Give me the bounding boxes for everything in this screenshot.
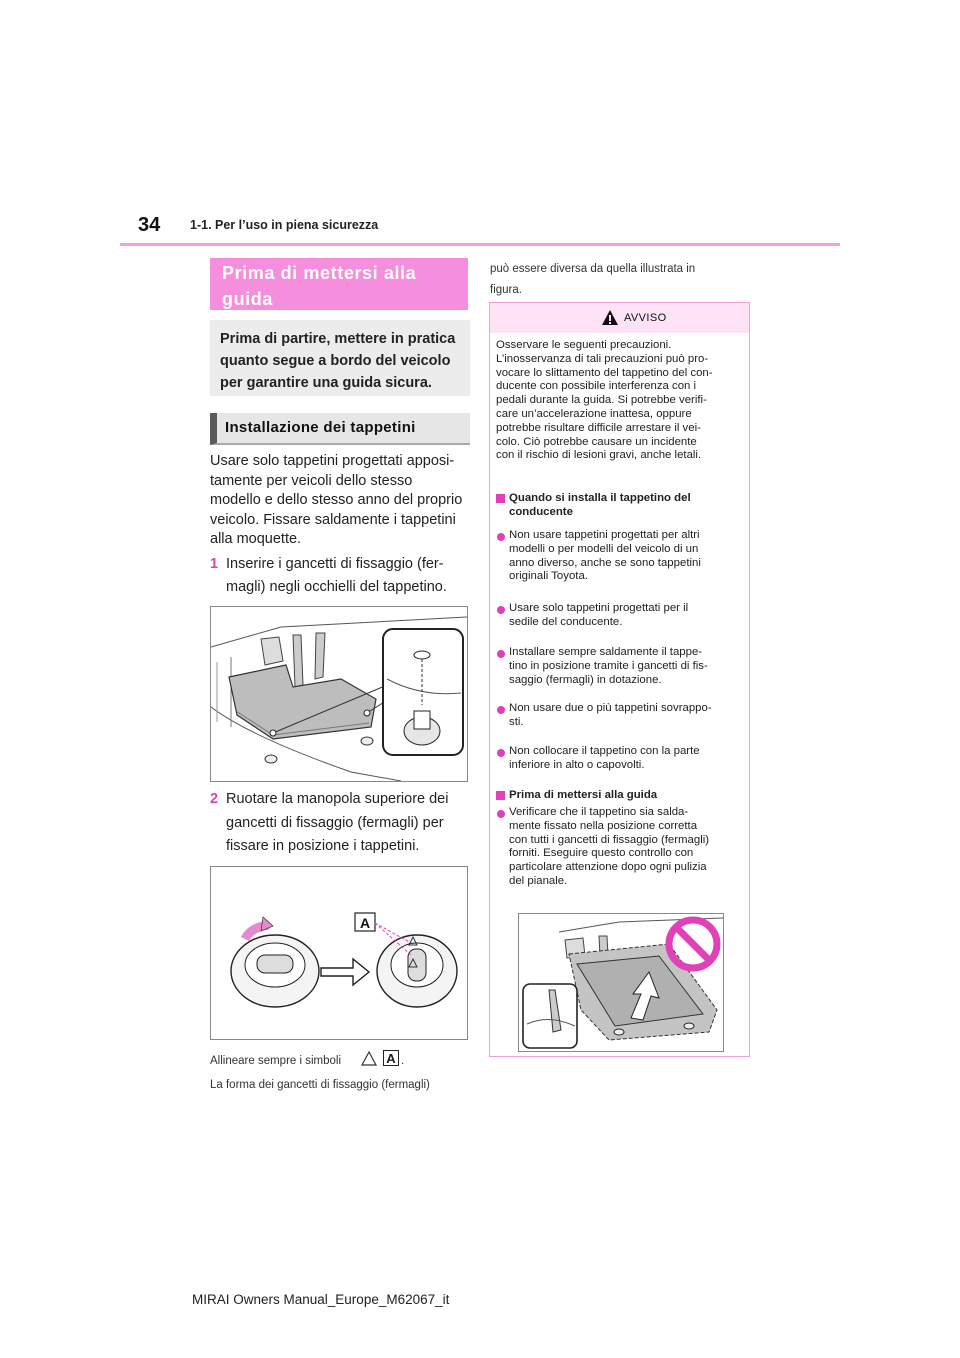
warning-section-2-title: Prima di mettersi alla guida: [509, 789, 658, 801]
bullet-line: forniti. Eseguire questo controllo con: [509, 847, 694, 860]
bullet-line: tino in posizione tramite i gancetti di fis-: [509, 659, 708, 672]
figure-incorrect-mat: [518, 913, 724, 1052]
warning-bullet: [509, 745, 745, 773]
footer-doc-id: MIRAI Owners Manual_Europe_M62067_it: [192, 1292, 450, 1307]
step-1-line: magli) negli occhielli del tappetino.: [226, 579, 447, 595]
figure-clip-rotation: [210, 866, 468, 1040]
prohibition-icon: [669, 920, 717, 968]
bullet-icon: [497, 650, 505, 658]
warning-intro-line: ducente con possibile interferenza con i: [496, 380, 697, 393]
warning-triangle-icon: [601, 309, 619, 326]
bullet-line: sti.: [509, 715, 524, 728]
page-number: 34: [138, 214, 161, 236]
continuation-line: può essere diversa da quella illustrata in: [490, 263, 696, 275]
figure-mat-installation: [210, 606, 468, 782]
section-1-title-line: conducente: [509, 505, 573, 518]
bullet-icon: [497, 606, 505, 614]
bullet-line: Installare sempre saldamente il tappe-: [509, 646, 703, 658]
caption-align: [210, 1055, 341, 1067]
warning-box: [489, 302, 750, 1057]
warning-intro-line: L’inosservanza di tali precauzioni può pro-: [496, 352, 709, 365]
step-1: [210, 553, 472, 599]
bullet-icon: [497, 706, 505, 714]
bullet-line: particolare attenzione dopo ogni pulizia: [509, 861, 707, 874]
incorrect-mat-illustration: [519, 914, 723, 1051]
main-heading-line-1: Prima di mettersi alla: [222, 263, 417, 283]
intro-line: per garantire una guida sicura.: [220, 375, 432, 391]
caption-shape: La forma dei gancetti di fissaggio (fermagli): [210, 1079, 430, 1091]
warning-bullet: [509, 646, 745, 687]
paragraph-line: tamente per veicoli dello stesso: [210, 472, 413, 489]
paragraph-line: veicolo. Fissare saldamente i tappetini: [210, 511, 456, 528]
bullet-line: Usare solo tappetini progettati per il: [509, 602, 689, 614]
warning-intro-line: pedali durante la guida. Si potrebbe verifi-: [496, 394, 707, 407]
bullet-line: anno diverso, anche se sono tappetini: [509, 556, 701, 569]
paragraph-line: Usare solo tappetini progettati apposi-: [210, 453, 455, 469]
section-reference: 1-1. Per l’uso in piena sicurezza: [190, 218, 379, 232]
bullet-line: Non usare due o più tappetini sovrappo-: [509, 702, 712, 714]
warning-intro-line: care un’accelerazione inattesa, oppure: [496, 407, 692, 420]
caption-period: .: [401, 1055, 405, 1067]
warning-bullet: [509, 529, 745, 584]
intro-line: Prima di partire, mettere in pratica: [220, 331, 456, 347]
step-2-number: 2: [210, 791, 219, 807]
bullet-line: Non usare tappetini progettati per altri: [509, 529, 700, 541]
section-square-icon: [496, 791, 505, 800]
clip-rotation-illustration: [211, 867, 467, 1039]
step-2-line: Ruotare la manopola superiore dei: [226, 791, 449, 807]
bullet-icon: [497, 749, 505, 757]
warning-bullet: [509, 702, 745, 730]
header-rule: [120, 243, 840, 246]
bullet-icon: [497, 810, 505, 818]
bullet-line: saggio (fermagli) in dotazione.: [509, 673, 662, 686]
figure-label-a: A: [359, 915, 371, 931]
caption-align-text: Allineare sempre i simboli: [210, 1055, 342, 1067]
bullet-line: mente fissato nella posizione corretta: [509, 819, 698, 832]
bullet-line: inferiore in alto o capovolti.: [509, 758, 645, 771]
mat-installation-illustration: [211, 607, 467, 781]
warning-bullet: [509, 806, 745, 889]
warning-section-1-title: [509, 492, 745, 520]
bullet-icon: [497, 533, 505, 541]
section-1-title-line: Quando si installa il tappetino del: [509, 492, 691, 504]
warning-intro-line: Osservare le seguenti precauzioni.: [496, 339, 672, 351]
warning-header: [490, 303, 749, 333]
section-square-icon: [496, 494, 505, 503]
paragraph: [210, 452, 472, 550]
step-2-line: fissare in posizione i tappetini.: [226, 838, 420, 854]
paragraph-line: alla moquette.: [210, 531, 302, 547]
warning-intro-line: con il rischio di lesioni gravi, anche letali.: [496, 449, 702, 462]
bullet-line: del pianale.: [509, 874, 568, 887]
subheading: Installazione dei tappetini: [210, 413, 470, 445]
step-1-line: Inserire i gancetti di fissaggio (fer-: [226, 556, 444, 572]
continuation-line: figura.: [490, 284, 522, 296]
step-1-number: 1: [210, 556, 219, 572]
step-2: [210, 788, 472, 859]
intro-line: quanto segue a bordo del veicolo: [220, 353, 451, 369]
caption-continuation: [490, 259, 752, 301]
bullet-line: originali Toyota.: [509, 570, 588, 583]
warning-intro-line: vocare lo slittamento del tappetino del con-: [496, 366, 713, 379]
triangle-symbol-icon: [360, 1050, 378, 1068]
warning-intro: [496, 339, 746, 463]
step-2-line: gancetti di fissaggio (fermagli) per: [226, 814, 444, 831]
bullet-line: con tutti i gancetti di fissaggio (fermagli): [509, 833, 710, 846]
intro-box: [210, 320, 470, 396]
warning-title: AVVISO: [624, 312, 667, 324]
bullet-line: Verificare che il tappetino sia salda-: [509, 806, 689, 818]
warning-intro-line: colo. Ciò potrebbe causare un incidente: [496, 435, 697, 448]
bullet-line: Non collocare il tappetino con la parte: [509, 745, 700, 757]
warning-intro-line: potrebbe risultare difficile arrestare il vei-: [496, 421, 701, 434]
warning-bullet: [509, 602, 745, 630]
caption-label-a: A: [383, 1050, 399, 1066]
bullet-line: sedile del conducente.: [509, 615, 623, 628]
main-heading-line-2: guida: [222, 289, 273, 309]
main-heading: [210, 258, 468, 310]
bullet-line: modelli o per modelli del veicolo di un: [509, 542, 699, 555]
paragraph-line: modello e dello stesso anno del proprio: [210, 492, 463, 508]
